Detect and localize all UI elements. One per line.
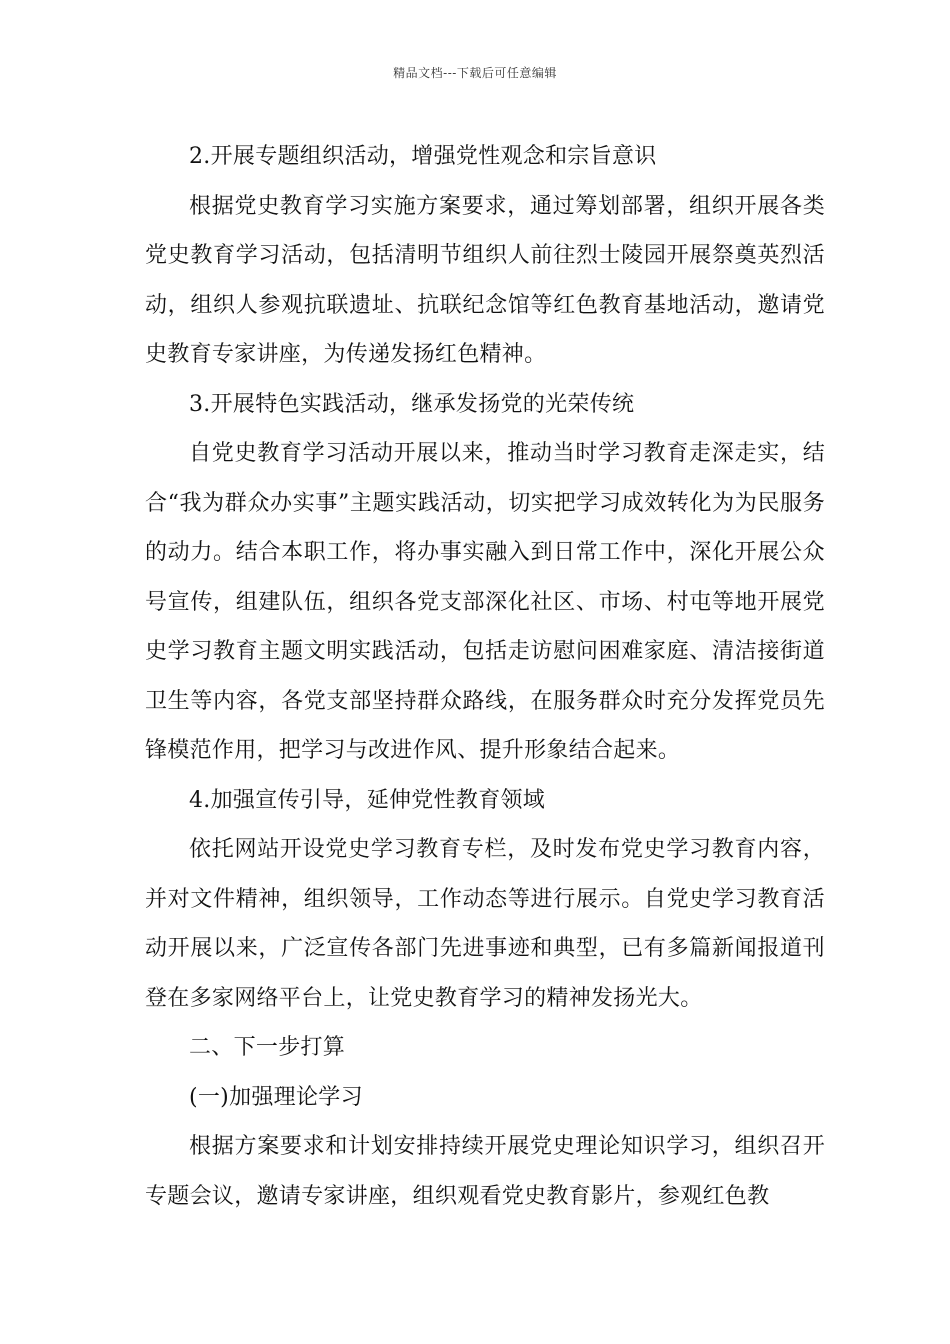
body-paragraph-4: 依托网站开设党史学习教育专栏，及时发布党史学习教育内容，并对文件精神，组织领导，工作动态等进行展示。自党史学习教育活动开展以来，广泛宣传各部门先进事迹和典型，已有多篇新闻报道刊登在多家网络平台上，让党史教育学习的精神发扬光大。 (145, 837, 825, 1011)
subsection-heading-theory-study: (一)加强理论学习 (189, 1084, 363, 1110)
section-heading-3: 3.开展特色实践活动，继承发扬党的光荣传统 (189, 391, 635, 417)
section-heading-2: 2.开展专题组织活动，增强党性观念和宗旨意识 (189, 144, 657, 169)
section-heading-4: 4.加强宣传引导，延伸党性教育领域 (189, 787, 546, 813)
document-body (145, 132, 825, 1221)
body-paragraph-3: 自党史教育学习活动开展以来，推动当时学习教育走深走实，结合“我为群众办实事”主题实践活动，切实把学习成效转化为为民服务的动力。结合本职工作，将办事实融入到日常工作中，深化开展公众号宣传，组建队伍，组织各党支部深化社区、市场、村屯等地开展党史学习教育主题文明实践活动，包括走访慰问困难家庭、清洁接街道卫生等内容，各党支部坚持群众路线，在服务群众时充分发挥党员先锋模范作用，把学习与改进作风、提升形象结合起来。 (145, 441, 825, 763)
chapter-heading-next-steps: 二、下一步打算 (189, 1035, 346, 1060)
body-paragraph-2: 根据党史教育学习实施方案要求，通过筹划部署，组织开展各类党史教育学习活动，包括清明节组织人前往烈士陵园开展祭奠英烈活动，组织人参观抗联遗址、抗联纪念馆等红色教育基地活动，邀请党史教育专家讲座，为传递发扬红色精神。 (145, 193, 825, 367)
page-header: 精品文档---下载后可任意编辑 (393, 66, 557, 80)
body-paragraph-theory-study: 根据方案要求和计划安排持续开展党史理论知识学习，组织召开专题会议，邀请专家讲座，组织观看党史教育影片，参观红色教 (145, 1134, 825, 1209)
